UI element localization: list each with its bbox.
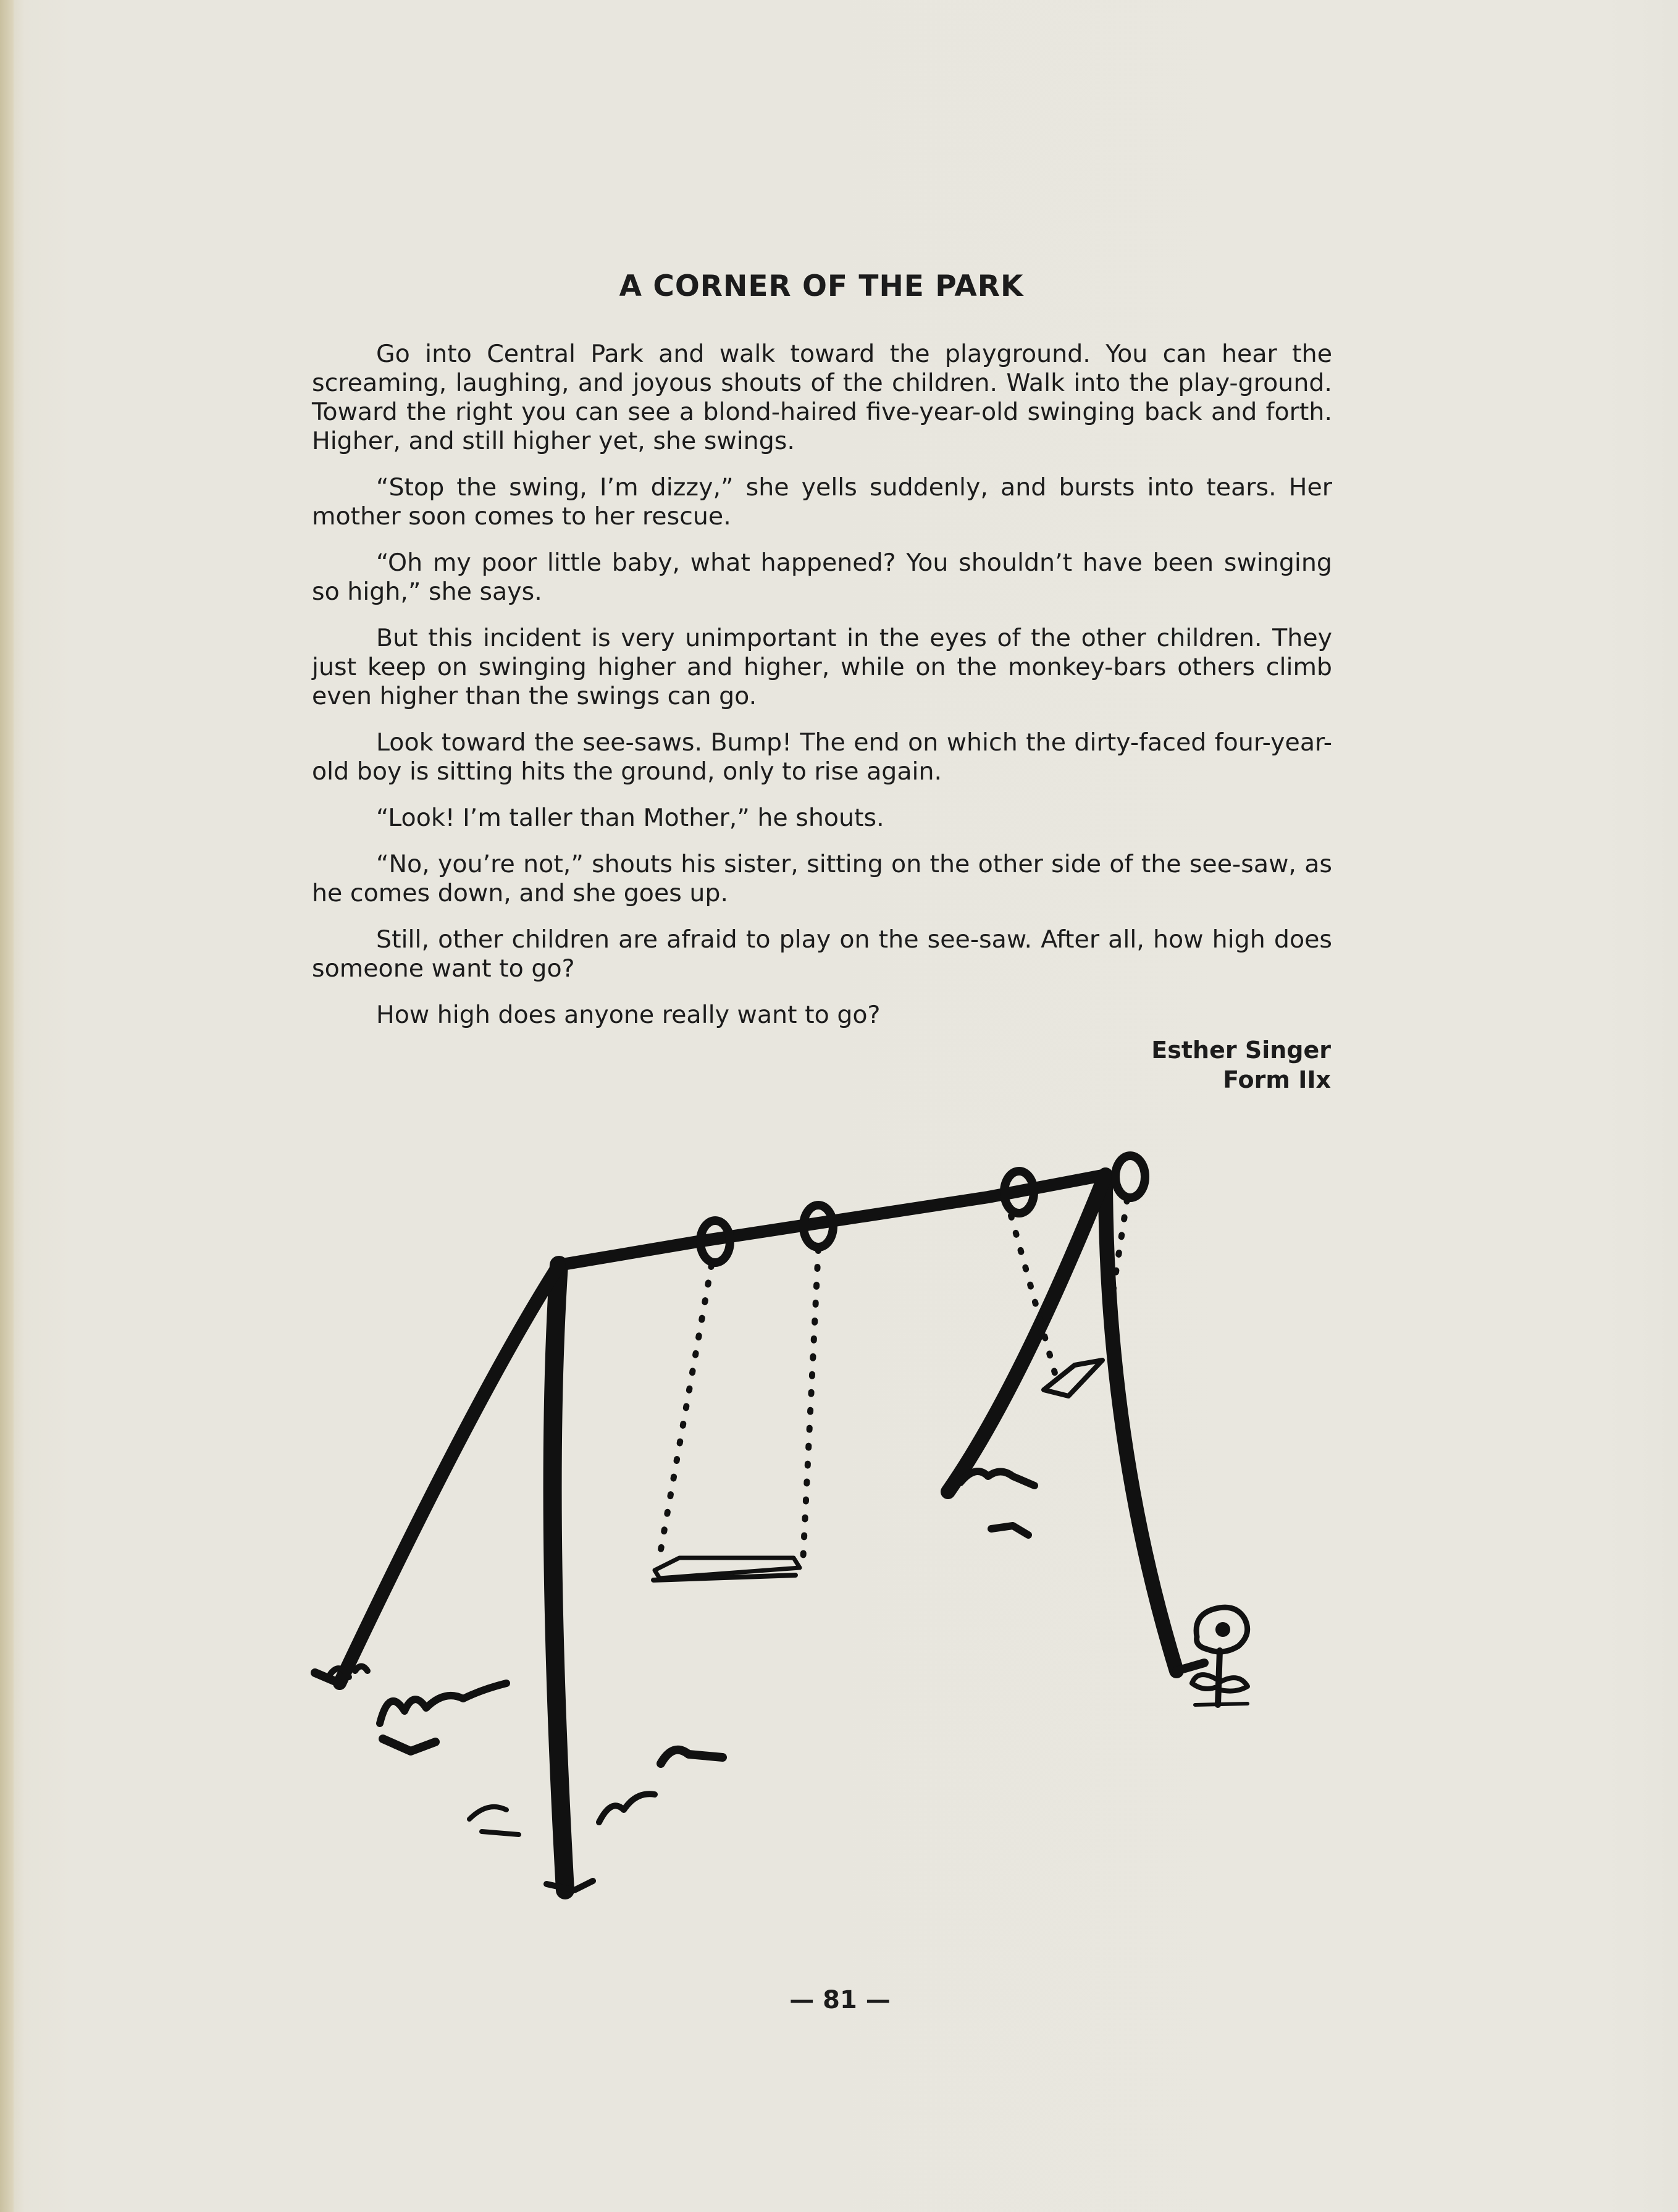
page-number: — 81 —: [789, 1986, 891, 2014]
grass-tuft: [469, 1807, 519, 1835]
grass-tuft: [960, 1471, 1034, 1486]
paragraph: Still, other children are afraid to play on the see-saw. After all, how high does someone want to go?: [312, 925, 1332, 983]
paragraph: “Oh my poor little baby, what happened? You shouldn’t have been swinging so high,” she says.: [312, 549, 1332, 606]
author-form: Form IIx: [1223, 1066, 1331, 1093]
grass-tuft: [661, 1750, 723, 1764]
grass-tuft: [380, 1683, 506, 1723]
story-body: [312, 340, 1332, 1047]
paragraph: But this incident is very unimportant in the eyes of the other children. They just keep on swinging higher and higher, while on the monkey-bars others climb even higher than the swings can go.: [312, 624, 1332, 710]
right-front-leg: [1105, 1175, 1177, 1671]
swing-chain: [803, 1249, 818, 1563]
page-spine-edge: [0, 0, 14, 2212]
byline: [1050, 1035, 1331, 1095]
swing-ring: [1115, 1156, 1145, 1198]
paragraph: Go into Central Park and walk toward the playground. You can hear the screaming, laughing, and joyous shouts of the children. Walk into the play-ground. Toward the right you can see a blond-haired five-year-old swinging back and forth. Higher, and still higher yet, she swings.: [312, 340, 1332, 455]
paragraph: “Stop the swing, I’m dizzy,” she yells suddenly, and bursts into tears. Her mother soon comes to her rescue.: [312, 473, 1332, 531]
swing-set-illustration: [303, 1130, 1353, 1909]
swing-chain: [660, 1265, 711, 1557]
left-back-leg: [340, 1265, 559, 1683]
author-name: Esther Singer: [1151, 1037, 1331, 1064]
paragraph: Look toward the see-saws. Bump! The end on which the dirty-faced four-year-old boy is sitting hits the ground, only to rise again.: [312, 728, 1332, 786]
left-front-leg: [553, 1265, 565, 1890]
grass-tuft: [991, 1526, 1028, 1535]
right-back-leg: [948, 1175, 1105, 1492]
paragraph: How high does anyone really want to go?: [376, 1001, 881, 1029]
swing-seat: [1044, 1360, 1102, 1396]
grass-tuft: [383, 1739, 435, 1751]
flower: [1192, 1607, 1248, 1705]
story-title: A CORNER OF THE PARK: [619, 269, 1024, 303]
grass-tuft: [599, 1794, 655, 1822]
paragraph: “Look! I’m taller than Mother,” he shouts.: [376, 804, 884, 832]
paragraph: “No, you’re not,” shouts his sister, sitting on the other side of the see-saw, as he comes down, and she goes up.: [312, 850, 1332, 907]
